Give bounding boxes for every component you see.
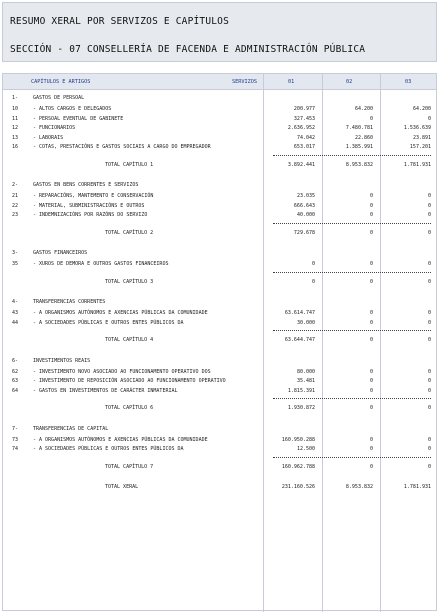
article-row	[3, 134, 436, 143]
value-service-03: 0	[427, 193, 431, 199]
row-code: 7-	[12, 425, 19, 432]
row-description: INVESTIMENTOS REAIS	[33, 357, 91, 364]
row-description: - PERSOAL EVENTUAL DE GABINETE	[33, 115, 124, 122]
row-description: - FUNCIONARIOS	[33, 125, 76, 131]
value-service-01: 666.643	[293, 202, 315, 209]
row-code: 10	[12, 106, 19, 112]
subtotal-separator	[273, 155, 431, 156]
value-service-03: 0	[427, 405, 431, 411]
article-row	[3, 445, 436, 454]
value-service-01: 40.000	[296, 212, 315, 218]
services-column-header: SERVIZOS	[232, 79, 257, 85]
value-service-03: 0	[427, 212, 431, 218]
value-service-01: 23.035	[296, 193, 315, 199]
row-code: 43	[12, 310, 19, 316]
value-service-02: 0	[369, 436, 373, 443]
article-row	[3, 377, 436, 386]
article-row	[3, 260, 436, 269]
column-header-01: 01	[288, 79, 295, 85]
subtotal-separator	[273, 223, 431, 224]
row-description: TOTAL CAPÍTULO 4	[105, 337, 154, 343]
chapters-column-header: CAPÍTULOS E ARTIGOS	[31, 79, 91, 85]
row-code: 3-	[12, 250, 19, 256]
chapter-total-row	[3, 278, 436, 287]
row-description: - REPARACIÓNS, MANTEMENTO E CONSERVACIÓN	[33, 193, 154, 199]
article-row	[3, 319, 436, 328]
report-title: RESUMO XERAL POR SERVIZOS E CAPÍTULOS	[10, 16, 230, 27]
value-service-02: 7.480.781	[345, 125, 373, 131]
row-description: - A SOCIEDADES PÚBLICAS E OUTROS ENTES PÚBLICOS DA	[33, 446, 184, 452]
row-code: 2-	[12, 182, 19, 188]
value-service-02: 0	[369, 337, 373, 343]
grand-total-row	[3, 483, 436, 492]
report-header	[2, 2, 437, 62]
row-code: 12	[12, 125, 19, 131]
value-service-01: 30.000	[296, 319, 315, 326]
section-subtitle: SECCIÓN - 07 CONSELLERÍA DE FACENDA E ADMINISTRACIÓN PÚBLICA	[10, 44, 366, 55]
value-service-03: 157.201	[409, 144, 431, 150]
value-service-03: 64.200	[412, 106, 431, 112]
row-description: GASTOS DE PERSOAL	[33, 95, 85, 101]
article-row	[3, 211, 436, 220]
row-description: - INDEMNIZACIÓNS POR RAZÓNS DO SERVIZO	[33, 212, 148, 218]
row-code: 44	[12, 319, 19, 326]
row-code: 13	[12, 134, 19, 141]
article-row	[3, 368, 436, 377]
article-row	[3, 387, 436, 396]
row-description: - COTAS, PRESTACIÓNS E GASTOS SOCIAIS A CARGO DO EMPREGADOR	[33, 144, 211, 150]
row-description: - LABORAIS	[33, 134, 64, 141]
row-description: - XUROS DE DEMORA E OUTROS GASTOS FINANCEIROS	[33, 261, 169, 267]
chapter-heading-row	[3, 181, 436, 190]
value-service-02: 0	[369, 378, 373, 384]
row-description: TRANSFERENCIAS DE CAPITAL	[33, 425, 109, 432]
value-service-02: 64.200	[354, 106, 373, 112]
row-code: 4-	[12, 299, 19, 305]
row-code: 11	[12, 115, 19, 122]
row-code: 35	[12, 261, 19, 267]
value-service-01: 0	[311, 278, 315, 285]
row-description: TOTAL CAPÍTULO 3	[105, 278, 154, 285]
budget-table	[2, 73, 437, 611]
chapter-heading-row	[3, 249, 436, 258]
value-service-01: 80.000	[296, 368, 315, 375]
value-service-01: 231.160.526	[281, 484, 315, 490]
article-row	[3, 143, 436, 152]
row-description: TRANSFERENCIAS CORRENTES	[33, 299, 106, 305]
row-description: - INVESTIMENTO NOVO ASOCIADO AO FUNCIONAMENTO OPERATIVO DOS	[33, 368, 211, 375]
value-service-03: 0	[427, 202, 431, 209]
value-service-01: 160.950.288	[281, 436, 315, 443]
article-row	[3, 202, 436, 211]
chapter-heading-row	[3, 357, 436, 366]
article-row	[3, 192, 436, 201]
value-service-03: 0	[427, 319, 431, 326]
row-code: 74	[12, 446, 19, 452]
value-service-01: 653.017	[293, 144, 315, 150]
row-code: 21	[12, 193, 19, 199]
value-service-01: 1.930.872	[287, 405, 315, 411]
value-service-02: 0	[369, 405, 373, 411]
chapter-heading-row	[3, 94, 436, 103]
value-service-02: 22.860	[354, 134, 373, 141]
value-service-02: 0	[369, 463, 373, 470]
value-service-02: 0	[369, 229, 373, 236]
value-service-02: 0	[369, 368, 373, 375]
subtotal-separator	[273, 272, 431, 273]
value-service-02: 0	[369, 202, 373, 209]
value-service-01: 35.481	[296, 378, 315, 384]
subtotal-separator	[273, 330, 431, 331]
row-description: GASTOS FINANCEIROS	[33, 250, 88, 256]
value-service-01: 12.500	[296, 446, 315, 452]
chapter-total-row	[3, 161, 436, 170]
value-service-02: 0	[369, 212, 373, 218]
chapter-total-row	[3, 463, 436, 472]
row-code: 22	[12, 202, 19, 209]
value-service-02: 8.953.832	[345, 161, 373, 168]
table-header	[3, 74, 436, 90]
value-service-03: 1.781.931	[403, 161, 431, 168]
subtotal-separator	[273, 398, 431, 399]
row-description: - ALTOS CARGOS E DELEGADOS	[33, 106, 112, 112]
value-service-01: 327.453	[293, 115, 315, 122]
row-code: 1-	[12, 95, 19, 101]
value-service-02: 0	[369, 278, 373, 285]
row-code: 63	[12, 378, 19, 384]
chapter-heading-row	[3, 298, 436, 307]
value-service-03: 0	[427, 310, 431, 316]
row-code: 64	[12, 387, 19, 394]
value-service-01: 63.614.747	[284, 310, 315, 316]
value-service-02: 0	[369, 193, 373, 199]
row-description: - MATERIAL, SUBMINISTRACIÓNS E OUTROS	[33, 202, 145, 209]
chapter-total-row	[3, 229, 436, 238]
value-service-01: 63.644.747	[284, 337, 315, 343]
row-description: TOTAL CAPÍTULO 6	[105, 405, 154, 411]
value-service-03: 0	[427, 261, 431, 267]
value-service-01: 0	[311, 261, 315, 267]
row-description: - A SOCIEDADES PÚBLICAS E OUTROS ENTES PÚBLICOS DA	[33, 319, 184, 326]
value-service-02: 1.385.991	[345, 144, 373, 150]
value-service-01: 2.636.952	[287, 125, 315, 131]
article-row	[3, 124, 436, 133]
row-code: 23	[12, 212, 19, 218]
value-service-03: 1.536.639	[403, 125, 431, 131]
article-row	[3, 436, 436, 445]
row-description: - A ORGANISMOS AUTÓNOMOS E AXENCIAS PÚBLICAS DA COMUNIDADE	[33, 310, 208, 316]
value-service-01: 74.042	[296, 134, 315, 141]
value-service-03: 0	[427, 436, 431, 443]
row-code: 73	[12, 436, 19, 443]
row-description: - INVESTIMENTO DE REPOSICIÓN ASOCIADO AO FUNCIONAMENTO OPERATIVO	[33, 378, 226, 384]
value-service-03: 0	[427, 368, 431, 375]
row-description: TOTAL CAPÍTULO 1	[105, 161, 154, 168]
value-service-02: 0	[369, 446, 373, 452]
column-header-03: 03	[405, 79, 412, 85]
value-service-03: 23.891	[412, 134, 431, 141]
article-row	[3, 309, 436, 318]
value-service-02: 0	[369, 261, 373, 267]
article-row	[3, 105, 436, 114]
value-service-03: 0	[427, 337, 431, 343]
chapter-heading-row	[3, 425, 436, 434]
value-service-02: 0	[369, 319, 373, 326]
value-service-03: 0	[427, 378, 431, 384]
value-service-01: 160.962.788	[281, 463, 315, 470]
value-service-03: 0	[427, 115, 431, 122]
row-code: 6-	[12, 357, 19, 364]
chapter-total-row	[3, 336, 436, 345]
row-code: 16	[12, 144, 19, 150]
row-description: TOTAL XERAL	[105, 484, 139, 490]
value-service-03: 0	[427, 463, 431, 470]
row-description: - A ORGANISMOS AUTÓNOMOS E AXENCIAS PÚBLICAS DA COMUNIDADE	[33, 436, 208, 443]
value-service-01: 1.815.391	[287, 387, 315, 394]
row-description: GASTOS EN BENS CORRENTES E SERVIZOS	[33, 182, 139, 188]
value-service-03: 0	[427, 387, 431, 394]
value-service-01: 3.892.441	[287, 161, 315, 168]
value-service-03: 0	[427, 278, 431, 285]
value-service-03: 0	[427, 229, 431, 236]
value-service-02: 0	[369, 387, 373, 394]
value-service-03: 1.781.931	[403, 484, 431, 490]
value-service-02: 0	[369, 310, 373, 316]
chapter-total-row	[3, 404, 436, 413]
value-service-01: 729.678	[293, 229, 315, 236]
value-service-03: 0	[427, 446, 431, 452]
article-row	[3, 115, 436, 124]
column-header-02: 02	[346, 79, 353, 85]
value-service-01: 200.977	[293, 106, 315, 112]
row-description: TOTAL CAPÍTULO 2	[105, 229, 154, 236]
subtotal-separator	[273, 457, 431, 458]
row-code: 62	[12, 368, 19, 375]
row-description: - GASTOS EN INVESTIMENTOS DE CARÁCTER INMATERIAL	[33, 387, 178, 394]
row-description: TOTAL CAPÍTULO 7	[105, 463, 154, 470]
value-service-02: 8.953.832	[345, 484, 373, 490]
value-service-02: 0	[369, 115, 373, 122]
